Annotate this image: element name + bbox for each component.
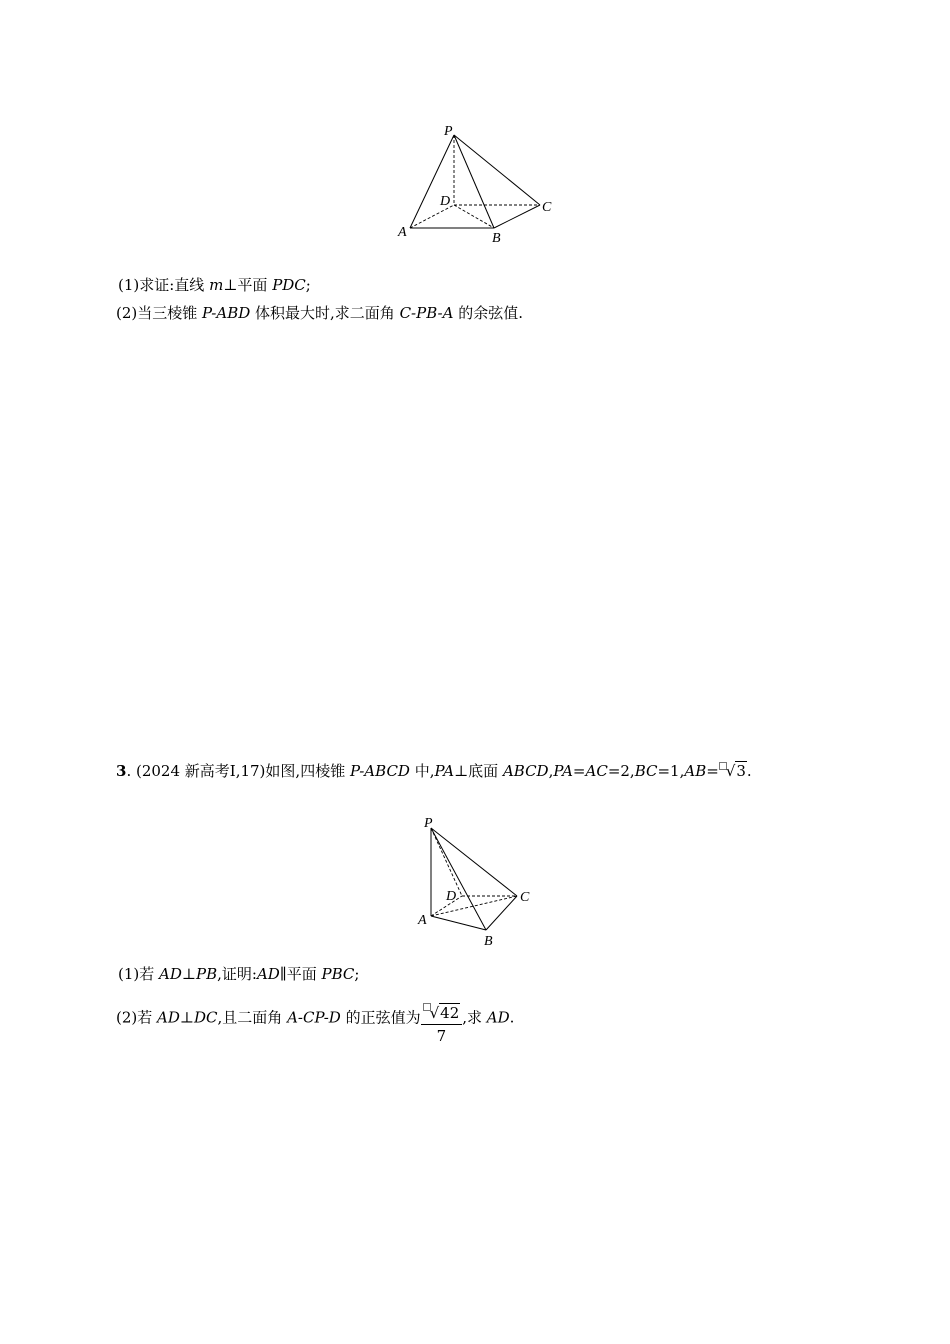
question-number: 3 (116, 762, 127, 780)
q3-part1: (1)若 AD⊥PB,证明:AD∥平面 PBC; (118, 965, 360, 983)
edge-ac (431, 896, 517, 916)
figure-2-pyramid (410, 810, 540, 950)
question-source: (2024 新高考Ⅰ,17) (135, 762, 266, 780)
edge-pb (454, 135, 494, 228)
fraction-numerator: 42 (440, 1004, 460, 1022)
edge-pd (431, 828, 462, 896)
edge-ab (431, 916, 486, 930)
label-p: P (424, 816, 433, 831)
label-c: C (542, 200, 552, 215)
sqrt-radicand: 3 (736, 762, 746, 780)
edge-db (454, 205, 494, 228)
q2-part2: (2)当三棱锥 P-ABD 体积最大时,求二面角 C-PB-A 的余弦值. (116, 304, 523, 322)
edge-pa (410, 135, 454, 228)
label-b: B (484, 934, 493, 949)
fraction-denominator: 7 (436, 1027, 447, 1045)
q2-part1: (1)求证:直线 m⊥平面 PDC; (118, 276, 311, 294)
edge-pb (431, 828, 486, 930)
q3-stem: 3. (2024 新高考Ⅰ,17)如图,四棱锥 P-ABCD 中,PA⊥底面 ABCD,PA=AC=2,BC=1,AB= √3. (116, 762, 752, 780)
sqrt-sign: √ (429, 1004, 440, 1022)
sqrt-sign: √ (725, 762, 736, 780)
label-d: D (446, 889, 457, 904)
edge-bc (494, 205, 540, 228)
label-a: A (398, 225, 407, 240)
edge-pc (454, 135, 540, 205)
figure-1-pyramid (390, 118, 570, 248)
label-p: P (444, 124, 453, 139)
sine-value-fraction (421, 1002, 463, 1047)
label-a: A (418, 913, 427, 928)
edge-bc (486, 896, 517, 930)
q3-part2: (2)若 AD⊥DC,且二面角 A-CP-D 的正弦值为 $\frac{√42}{7}$ ,求 AD. (116, 1004, 515, 1045)
label-d: D (440, 194, 451, 209)
label-b: B (492, 231, 501, 246)
edge-pc (431, 828, 517, 896)
label-c: C (520, 890, 530, 905)
